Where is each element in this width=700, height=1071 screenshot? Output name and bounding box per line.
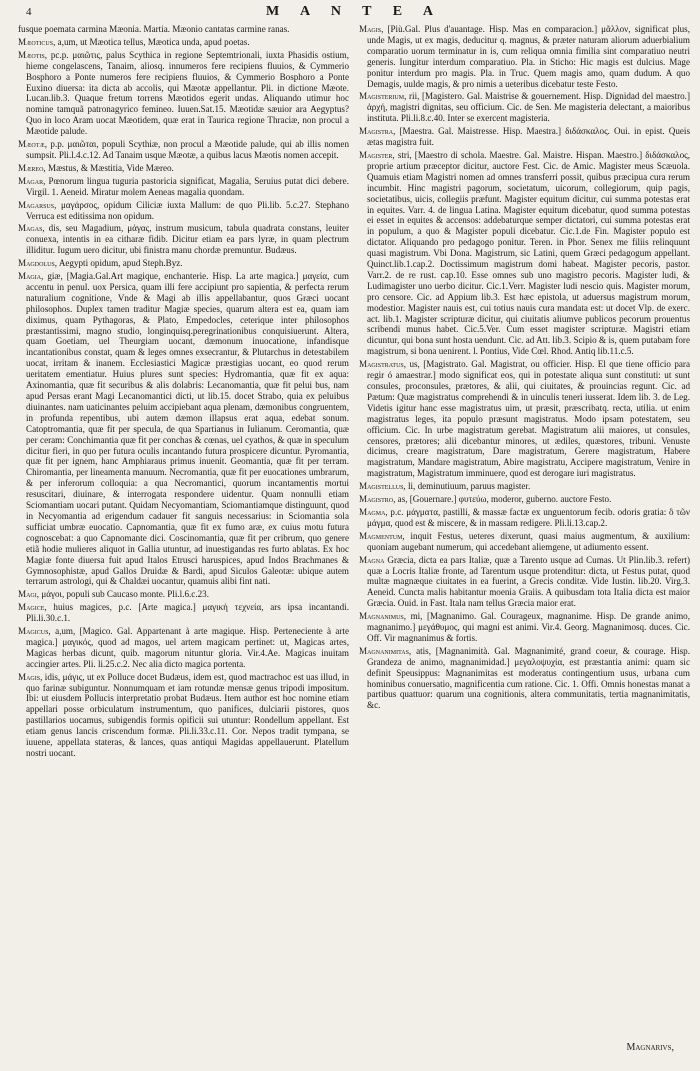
page-header <box>18 4 690 22</box>
entry-headword: Magia, <box>18 271 44 282</box>
entry-text: μάγοι, populi sub Caucaso monte. Pli.l.6.c.23. <box>41 589 209 600</box>
entry-text: li, deminutiuum, paruus magister. <box>407 481 531 492</box>
entry-text: atis, [Magnanimità. Gal. Magnanimité, grand coeur, & courage. Hisp. Grandeza de animo, magnanimidad.] μεγαλοψυχία, est præstantia animi: quam sic definit Speusippus: Magnanimitas est moderatus contingentium usus, urbana cum hominibus conuersatio, magnificentia cum ratione. Cic. 1. Offi. Omnis honestas manat a partibus quattuor: quarum una cognitionis, altera communitatis, tertia magnanimitatis, &c. <box>367 645 690 711</box>
running-head: M A N T E A <box>266 4 442 19</box>
entry-headword: Mæotis, <box>18 49 48 60</box>
entry-headword: Magistra, <box>359 126 396 137</box>
entry-text: Aegypti opidum, apud Steph.Byz. <box>58 258 183 269</box>
dictionary-entry <box>18 589 349 600</box>
entry-text: idis, μάγις, ut ex Polluce docet Budæus, idem est, quod mactrachoc est uas illud, in quo farinæ subiguntur. Nonnumquam et iam rotundæ mensæ genus tripodi impositum. Ibi: ut eiusdem Pollucis interpretatio probat Budæus. Item author est hoc nomine etiam appellari posse orbiculatum instrumentum, quo panifices, dulciarii pistores, quos pastillarios uocamus, subigendis formis opificii sui utuntur: Rondellum appellant. Est etiam genus lancis criscendum formæ. Pli.li.33.c.11. Cor. Nepos tradit tympana, se iuuene, appellata stateras, & lances, quas antiqui Magidas appellauerunt. Platellum nostri uocant. <box>26 671 349 758</box>
dictionary-entry <box>359 646 690 711</box>
entry-text: as, [Gouernare.] φυτεύω, moderor, guberno. auctore Festo. <box>397 494 612 505</box>
left-column <box>18 24 349 1054</box>
entry-headword: Magdolus, <box>18 258 58 269</box>
catchword: Magnarivs, <box>626 1042 674 1053</box>
page-number: 4 <box>26 6 32 18</box>
entry-headword: Magistro, <box>359 494 396 505</box>
entry-headword: Mæreo, <box>18 162 46 173</box>
entry-headword: Magis, <box>359 24 384 34</box>
entry-text: [Maestra. Gal. Maistresse. Hisp. Maestra.] διδάσκαλος. Oui. in epist. Queis ætas magistra fuit. <box>367 126 690 148</box>
entry-headword: Mæotæ, <box>18 139 48 150</box>
dictionary-entry <box>359 555 690 610</box>
entry-headword: Magas, <box>18 223 45 234</box>
text-columns <box>18 24 690 1054</box>
right-column <box>359 24 690 1054</box>
dictionary-entry <box>18 271 349 587</box>
entry-headword: Magmentum, <box>359 530 405 541</box>
dictionary-entry <box>18 176 349 198</box>
dictionary-entry <box>18 258 349 269</box>
dictionary-entry <box>18 626 349 670</box>
dictionary-entry <box>359 24 690 89</box>
entry-headword: Magi, <box>18 589 40 600</box>
entry-text: μαγάρσος, opidum Ciliciæ iuxta Mallum: de quo Pli.lib. 5.c.27. Stephano Verruca est editissima non opidum. <box>26 199 349 221</box>
entry-text: us, [Magistrato. Gal. Magistrat, ou officier. Hisp. El que tiene officio para regir ó amaestrar.] modo significat eos, qui in potestate aliqua sunt constituti: ut sunt consules, proconsules, prætores, & alii, qui ciuitates, & prouincias regunt. Cic. ad Pætum: Quæ magistratus comprehendi & in uinculis teneri iusserat. Idem lib. 3. de Leg. Videtis igitur hanc esse magistratus uim, ut præsit, præscribatq. recta, utilia. ut enim magistratus leges, ita populo præsunt magistratus. Modo ipsam potestatem, seu officium. Cic. In urbe magistratum gerebat. Magistratum alii maiores, ut consules, censores, prætores; alii dicebantur minores, ut ædiles, quæstores, tribuni. Venuste dicimus, creare magistratum, Dare magistratum, Gerere magistratum, Habere magistratum, Mandare magistratum, Abire magistratu, Accipere magistratum, Venire in magistratum, Magistratum imminuere, quod est derogare iuri magistratus. <box>367 359 690 479</box>
entry-headword: Magisterium, <box>359 91 407 102</box>
dictionary-entry <box>359 359 690 479</box>
dictionary-entry <box>18 37 349 48</box>
dictionary-entry <box>359 91 690 124</box>
dictionary-entry <box>359 494 690 505</box>
entry-headword: Magarsus, <box>18 199 57 210</box>
entry-headword: Magistratus, <box>359 359 407 370</box>
entry-text: fusque poemata carmina Mæonia. Martia. Mæonio cantatas carmine ranas. <box>18 24 290 34</box>
dictionary-entry <box>359 150 690 357</box>
entry-text: rii, [Magistero. Gal. Maistrise & gouernement. Hisp. Dignidad del maestro.] ἀρχή, magistri dignitas, seu officium. Cic. de Sen. Me magisteria delectant, a maioribus instituta. Pli.li.8.c.40. Inter se exercent magisteria. <box>367 91 690 124</box>
entry-text: huius magices, p.c. [Arte magica.] μαγικὴ τεχνεία, ars ipsa incantandi. Pli.li.30.c.1. <box>26 602 349 624</box>
entry-text: Pœnorum lingua tuguria pastoricia significat, Magalia, Seruius putat dici debere. Virgil. 1. Aeneid. Miratur molem Aeneas magalia quondam. <box>26 175 349 197</box>
entry-headword: Magar, <box>18 175 46 186</box>
entry-text: stri, [Maestro di schola. Maestre. Gal. Maistre. Hispan. Maestro.] διδάσκαλος, proprie artium præceptor dicitur, auctore Fest. Cic. de Amic. Magister meus Scæuola. Quamuis etiam Magistri nomen ad omnes transferri possit, quibus præcipua cura rerum incumbit. Hinc magistri pagorum, societatum, uicorum, collegiorum, quip pagis, societatibus, uicis, collegiis præfunt. Magister equitum dicitur, cui summa potestas erat in equites. Varr. 4. de lingua Latina. Magister equitum dicebatur, quod summa potestas ei esset in equites & accensos: addebaturque semper dictatori, cui summa potestas erat in populum, a quo & Magister populi dicebatur. Cic.1.de Fin. Magister populo est dictator. Aliquando pro pedagogo ponitur. Teren. in Phor. Senex me filiis relinquunt quasi magistrum. Vbi Dona. Magistrum, sic Latini, quem Græci pedagogum appellant. Quinct.lib.1.cap.2. Doctissimum magistrum domi habeat. Magister pecoris, pastor. Varr.2. de re rust. cap.10. Esse omnes sub uno magistro pecoris. Magister ludi, & Ludimagister uno uerbo dicitur. Cic.1.Verr. Magister ludi nescio quis. Magister morum, pro censore. Cic. ad Appium lib.3. Est hæc epistola, ut aduersus magistrum morum, modestior. Magister nauis est, cui totius nauis cura mandata est: ut docet Vlp. de exerc. act. lib.1. Magister scripturæ dicitur, qui ciuitatis aliumve publicos pecorum prouentus scribendi munus habet. Cic.5.Ver. Cum esset magister scripturæ. Magistri etiam dicuntur, qui bona sunt hosta uendunt. Cic. ad Att. lib.3. Scipio & is, quem putabam fore magistrum, si bona uenirent. l. Pontius, Vide Cœl. Rhod. Antiq lib.11.c.5. <box>367 149 690 357</box>
dictionary-entry <box>359 126 690 148</box>
entry-headword: Magnanimitas, <box>359 645 412 656</box>
entry-headword: Magna <box>359 554 385 565</box>
entry-text: Mæstus, & Mæstitia, Vide Mæreo. <box>47 162 174 173</box>
dictionary-entry <box>18 163 349 174</box>
entry-text: a,um, [Magico. Gal. Appartenant à arte magique. Hisp. Perteneciente à arte magica.] μαγικός, quod ad magos, uel artem magicam pertinet: ut, Magicas artes, Magicas herbas dicunt, quib. magorum nituntur gloria. Vir.4.Ae. Magicas inuitam accingier artes. Pli. li.25.c.2. Nec alia dicto magica portenta. <box>26 626 349 669</box>
entry-headword: Magma, <box>359 506 388 517</box>
entry-text: a,um, ut Mæotica tellus, Mæotica unda, apud poetas. <box>57 36 250 47</box>
entry-text: inquit Festus, ueteres dixerunt, quasi maius augmentum, & auxilium: quoniam augebant numerum, qui accedebant aliemgene, ut adiumento essent. <box>367 530 690 552</box>
entry-text: giæ, [Magia.Gal.Art magique, enchanterie. Hisp. La arte magica.] μαγεία, cum accentu in penul. uox Persica, quam illi fere accipiunt pro sapientia, & perfecta rerum naturalium cognitione, Vnde & Magi ab illis appellabantur, quos Græci uocant philosophos. Duplex tamen traditur Magiæ species, quarum altera est ea, quam iam diximus, quam Pythagoras, & Plato, Empedocles, ceterique inter philosophos præstantissimi, magno studio, longinquisq.peregrinationibus conquisiuerunt. Altera, quam Goetiam, uel Theurgiam uocant, dæmonum inuocatione, infandisque incantationibus constat, quam & leges omnes exsecrantur, & Plutarchus in detestabilem uocat, irritam & inanem. Ecclesiastici Magicæ præstigias uocant, eo quod rerum ueritatem ementiatur. Huius plures sunt species: Hydromantia, quæ fit ex aqua: Axinomantia, quæ fit securibus & alis dolabris: Lecanomantia, quæ fit pelui bus, nam apud Persas erant Magi Lecanomantici dicti, ut lib.15. docet Strabo, quia ex peluibus diuinantes. nam uaticinantes peluim accipiebant aqua plenam, dæmonibus congruentem, in profunda repentibus, ubi autem dæmon illapsus erat aqua, edebat sonum. Catoptromantia, quæ fit per specula, de qua Spartianus in Iulianum. Ceromantia, quæ per ceram: Conchimantia quæ fit per conchas & cœnas, uel cyathos, & quæ in speculum dicitur fieri, in quo per futura oculis incantando futura prospicere dicuntur. Pyromantia, quæ fit per ignem, hanc Amphiaraus primus inuenit. Geomantia, quæ fit per terram. Chiromantia, per lineamenta manuum. Necromantia, quæ fit per euocationes umbrarum, & per inferorum colloquia: a qua Necromantici, quorum incantamentis mortui resuscitari, diuinare, & interrogata respondere uidentur. Quam nonnulli etiam Sciomantiam uocari putant. Quidam Necyomantiam, Sciomantiamque distinguunt, quod in Necyomantia ad erigendum cadauer fit sanguis necessarius: in Sciomantia sola sufficiat umbræ euocatio. Capnomantia, quæ fit ex fumo aræ, ex cuius motu futura cognoscebat: a quo Capnomante dici. Coscinomantia, quæ fit per cribrum, quo genere etiã hodie mulieres aliquot in Gallia utuntur, ad inuestigandas res furto ablatas. Ex hoc Magiæ fonte diuersa fuit apud Italos Etrusci haruspices, apud Indos Brachmanes & Gymnosophistæ, apud Gallos Druidæ & Bardi, apud Siculos Galeotæ: ubique autem terrarum astrologi, qui & Chaldæi uocantur, quamuis alibi fint nati. <box>26 271 349 587</box>
dictionary-entry <box>18 24 349 35</box>
entry-headword: Magice, <box>18 602 47 613</box>
entry-text: Græcia, dicta ea pars Italiæ, quæ a Tarento usque ad Cumas. Ut Plin.lib.3. refert) quæ a Locris Italiæ fronte, ad Tarentum usque protenditur: dicta, ut Festus putat, quod multæ magnæque ciuitates in ea fuerint, a Grecis conditæ. Vide Iustin. lib.20. Virg.3. Aeneid. Cuncta malis habitantur moenia Graiis. A quibusdam tota Italia dicta est maior Græcia. Ouid. in Fast. Itala nam tellus Græcia maior erat. <box>367 554 690 609</box>
dictionary-entry <box>18 200 349 222</box>
dictionary-entry <box>359 611 690 644</box>
entry-text: pc.p. μαιῶτις, palus Scythica in regione Septemtrionali, iuxta Phasidis ostium, hieme congelascens, Tanaim, aliosq. innumeros fere recipiens fluuios, & Cymmerio Bosphoro a Ponte numeros fere recipiens fluuios, & Cymmerio Bosphoro a Ponte Euxino diuersa: ita dicta ab accolis, qui Mæotæ appellantur. Pli. in dictione Mæote. Lucan.lib.3. Quaque fretum torrens Mæotidos egerit undas. Aliquando utimur hoc nomine tamquã patronagyrico femineo. Iuuen.Sat.15. Mæotidæ sæuior ara Aegyptus? Quo in loco Aram uocat Mæotidem, quæ erat in Taurica regione Thraciæ, non procul a Mæotide palude. <box>26 49 349 137</box>
dictionary-entry <box>18 602 349 624</box>
entry-text: p.p. μαιῶται, populi Scythiæ, non procul a Mæotide palude, qui ab illis nomen sumpsit. Pli.l.4.c.12. Ad Tanaim usque Mæotæ, a quibus lacus Mæotis nomen accepit. <box>26 139 349 160</box>
entry-text: mi, [Magnanimo. Gal. Courageux, magnanime. Hisp. De grande animo, magnanimo.] μεγάθυμος, qui magni est animi. Vir.4. Georg. Magnanimosq. duces. Cic. Off. Vir magnanimus & fortis. <box>367 611 690 643</box>
entry-headword: Magistellus, <box>359 481 406 492</box>
dictionary-entry <box>18 672 349 759</box>
dictionary-entry <box>18 50 349 137</box>
entry-headword: Mæoticus, <box>18 36 56 47</box>
dictionary-entry <box>359 531 690 553</box>
entry-headword: Magnanimus, <box>359 611 407 622</box>
entry-headword: Magister, <box>359 149 395 160</box>
dictionary-entry <box>18 139 349 161</box>
dictionary-entry <box>359 481 690 492</box>
entry-headword: Magicus, <box>18 626 51 637</box>
entry-text: [Più.Gal. Plus d'auantage. Hisp. Mas en comparacion.] μᾶλλον, significat plus, unde Magis, ut ex magis, deducitur q. magnus, & præter naturam aliorum aduerbialium comparatio uorum terminatur in is, cum reliqua omnia fimilia sint comparatiuo neutri generis. Iungitur interdum comparatiuo. Pla. in Sticho: Hic magis est dulcius. Mage ponitur interdum pro magis. Pla. in Truc. Quem magis amo, quam dudum. A quo Demagis, uulde magis, & pro nimis a ueteribus dicebatur teste Festo. <box>367 24 690 89</box>
entry-headword: Magis, <box>18 671 43 682</box>
entry-text: p.c. μάγματα, pastilli, & massæ factæ ex unguentorum fecib. odoris gratia: ὃ τῶν μάγμα, quod est & miscere, & in massam redigere. Pli.li.13.cap.2. <box>367 506 690 528</box>
entry-text: dis, seu Magadium, μάγας, instrum musicum, tabula quadrata constans, leuiter conuexa, intentis in ea citharæ fidib. Dicitur etiam ea pars lyræ, in quam plectrum illiditur. Iugum uero dicitur, ubi finistra manu chordæ premuntur. Budæus. <box>26 223 349 256</box>
dictionary-entry <box>359 507 690 529</box>
dictionary-entry <box>18 223 349 256</box>
